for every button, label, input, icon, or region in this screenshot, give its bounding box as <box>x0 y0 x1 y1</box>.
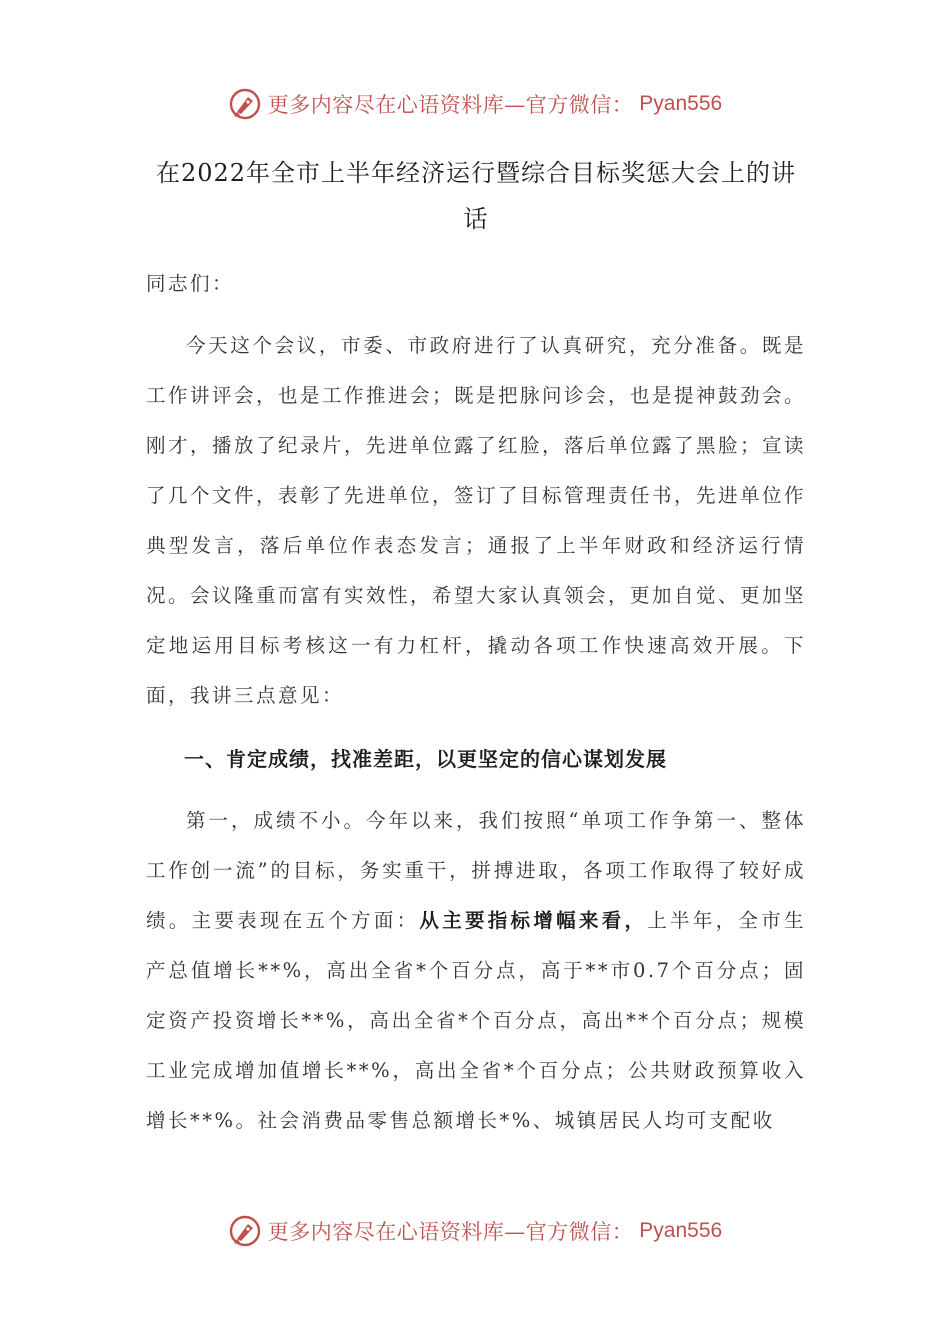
banner-wechat-id: Pyan556 <box>639 1219 723 1242</box>
paragraph-achievements <box>146 796 806 1146</box>
banner-wechat-id: Pyan556 <box>639 92 723 115</box>
banner-text: 更多内容尽在心语资料库—官方微信： <box>267 1220 634 1244</box>
footer-banner <box>0 1211 950 1251</box>
pen-nib-logo-icon <box>228 1214 262 1248</box>
document-title: 在2022年全市上半年经济运行暨综合目标奖惩大会上的讲话 <box>155 159 797 233</box>
banner-text: 更多内容尽在心语资料库—官方微信： <box>267 93 634 117</box>
greeting: 同志们： <box>146 272 235 295</box>
paragraph-achievements-start: 第一，成绩不小。今年以来，我们按照“单项工作争第一、整体工作创一流”的目标，务实重干，拼搏进取，各项工作取得了较好成绩。主要表现在五个方面： <box>146 809 806 932</box>
paragraph-intro: 今天这个会议，市委、市政府进行了认真研究，充分准备。既是工作讲评会，也是工作推进会；既是把脉问诊会，也是提神鼓劲会。刚才，播放了纪录片，先进单位露了红脸，落后单位露了黑脸；宣读了几个文件，表彰了先进单位，签订了目标管理责任书，先进单位作典型发言，落后单位作表态发言；通报了上半年财政和经济运行情况。会议隆重而富有实效性，希望大家认真领会，更加自觉、更加坚定地运用目标考核这一有力杠杆，撬动各项工作快速高效开展。下面，我讲三点意见： <box>146 334 807 707</box>
paragraph-achievements-bold: 从主要指标增幅来看， <box>419 909 648 932</box>
pen-nib-logo-icon <box>228 87 262 121</box>
header-banner <box>0 84 950 124</box>
section-heading: 一、肯定成绩，找准差距，以更坚定的信心谋划发展 <box>184 747 667 771</box>
paragraph-achievements-rest: 上半年，全市生产总值增长**%，高出全省*个百分点，高于**市0.7个百分点；固定资产投资增长**%，高出全省*个百分点，高出**个百分点；规模工业完成增加值增长**%，高出全省*个百分点；公共财政预算收入增长**%。社会消费品零售总额增长*%、城镇居民人均可支配收 <box>146 909 806 1132</box>
